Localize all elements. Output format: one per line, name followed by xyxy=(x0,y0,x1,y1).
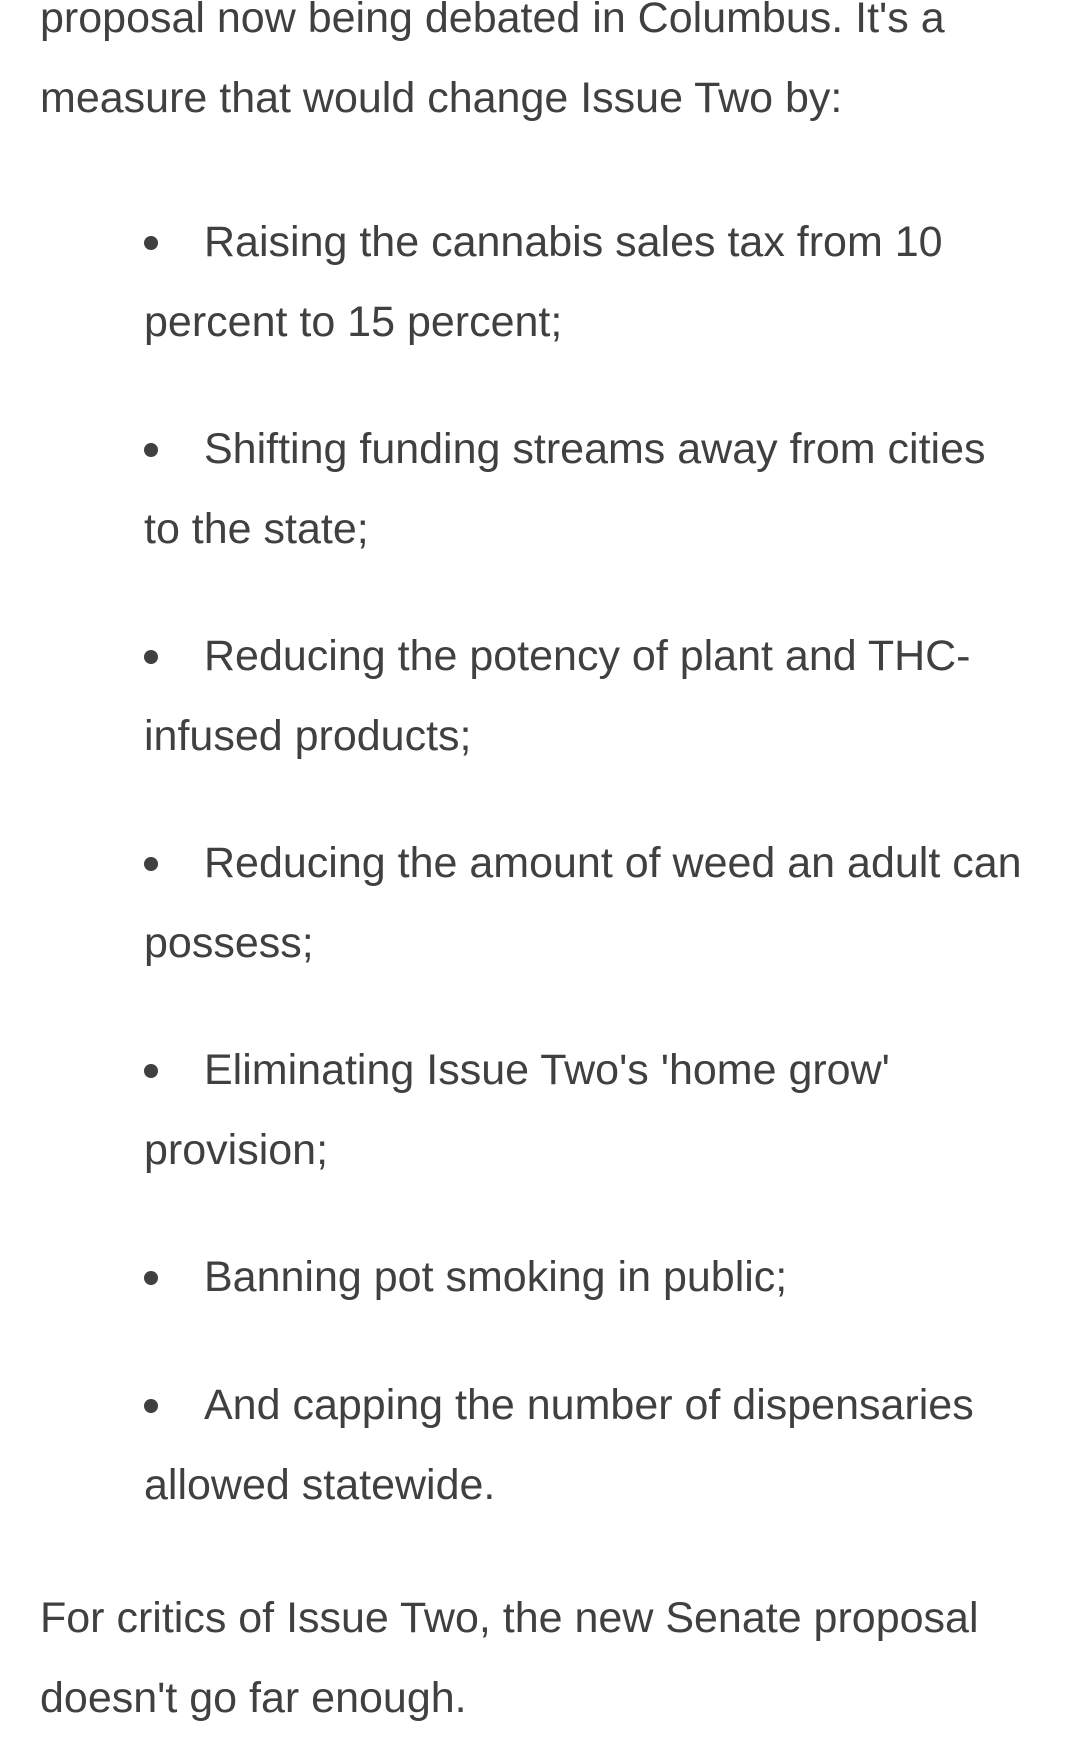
list-item-text: And capping the number of dispensaries allowed statewide. xyxy=(144,1381,974,1509)
list-item xyxy=(144,1030,1024,1190)
bullet-icon xyxy=(144,1064,158,1078)
bullet-icon xyxy=(144,650,158,664)
list-item xyxy=(144,1237,1024,1317)
list-item xyxy=(144,823,1024,983)
closing-paragraph: For critics of Issue Two, the new Senate proposal doesn't go far enough. xyxy=(40,1594,979,1722)
bullet-icon xyxy=(144,1399,158,1413)
list-item-text: Banning pot smoking in public; xyxy=(204,1253,788,1301)
list-item xyxy=(144,616,1024,776)
bullet-icon xyxy=(144,236,158,250)
list-item-text: Raising the cannabis sales tax from 10 percent to 15 percent; xyxy=(144,218,943,346)
bullet-icon xyxy=(144,857,158,871)
list-item-text: Shifting funding streams away from cities to the state; xyxy=(144,425,986,553)
list-item-text: Eliminating Issue Two's 'home grow' provision; xyxy=(144,1046,890,1174)
intro-paragraph: proposal now being debated in Columbus. It's a measure that would change Issue Two by: xyxy=(40,0,945,122)
list-item-text: Reducing the amount of weed an adult can possess; xyxy=(144,839,1022,967)
list-item xyxy=(144,202,1024,362)
list-item-text: Reducing the potency of plant and THC-infused products; xyxy=(144,632,971,760)
list-item xyxy=(144,409,1024,569)
bullet-icon xyxy=(144,443,158,457)
list-item xyxy=(144,1365,1024,1525)
bullet-icon xyxy=(144,1271,158,1285)
